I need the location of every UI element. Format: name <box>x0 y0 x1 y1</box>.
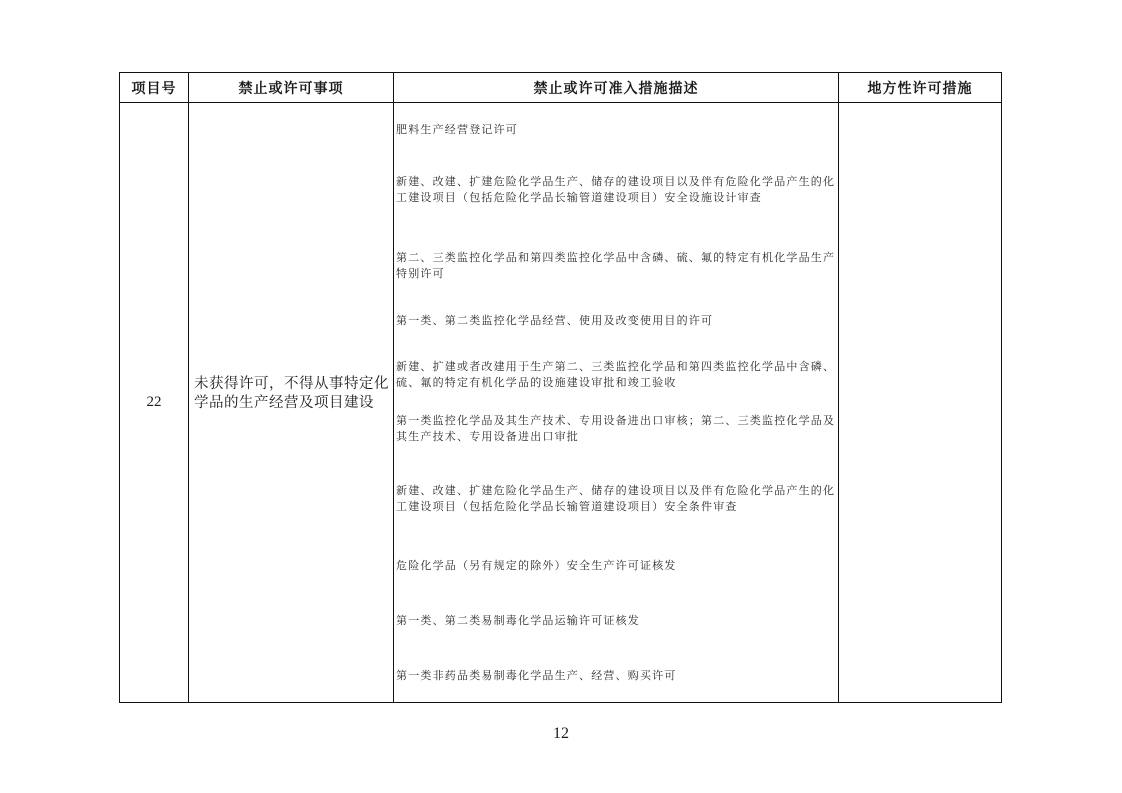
page-number: 12 <box>553 725 569 742</box>
description-item: 新建、改建、扩建危险化学品生产、储存的建设项目以及伴有危险化学品产生的化工建设项目（包括危险化学品长输管道建设项目）安全设施设计审查 <box>396 175 836 204</box>
description-item: 危险化学品（另有规定的除外）安全生产许可证核发 <box>396 559 677 572</box>
description-item: 第一类非药品类易制毒化学品生产、经营、购买许可 <box>396 669 677 682</box>
column-divider <box>393 73 394 702</box>
column-divider <box>838 73 839 702</box>
item-number: 22 <box>146 393 162 410</box>
permit-table <box>119 72 1002 703</box>
local-measures-cell <box>840 104 1000 702</box>
item-name: 未获得许可，不得从事特定化学品的生产经营及项目建设 <box>194 376 389 411</box>
column-divider <box>188 73 189 702</box>
header-item-name: 禁止或许可事项 <box>238 80 344 97</box>
description-item: 第二、三类监控化学品和第四类监控化学品中含磷、硫、氟的特定有机化学品生产特别许可 <box>396 251 836 280</box>
description-item: 第一类、第二类易制毒化学品运输许可证核发 <box>396 614 640 627</box>
description-item: 新建、扩建或者改建用于生产第二、三类监控化学品和第四类监控化学品中含磷、硫、氟的特定有机化学品的设施建设审批和竣工验收 <box>396 360 836 389</box>
description-item: 肥料生产经营登记许可 <box>396 123 518 136</box>
header-description: 禁止或许可准入措施描述 <box>533 80 699 97</box>
header-item-no: 项目号 <box>131 80 177 97</box>
description-item: 第一类、第二类监控化学品经营、使用及改变使用目的许可 <box>396 314 714 327</box>
header-local-measures: 地方性许可措施 <box>867 80 973 97</box>
description-list <box>396 102 838 702</box>
description-item: 第一类监控化学品及其生产技术、专用设备进出口审核；第二、三类监控化学品及其生产技术、专用设备进出口审批 <box>396 414 836 443</box>
description-item: 新建、改建、扩建危险化学品生产、储存的建设项目以及伴有危险化学品产生的化工建设项目（包括危险化学品长输管道建设项目）安全条件审查 <box>396 484 836 513</box>
